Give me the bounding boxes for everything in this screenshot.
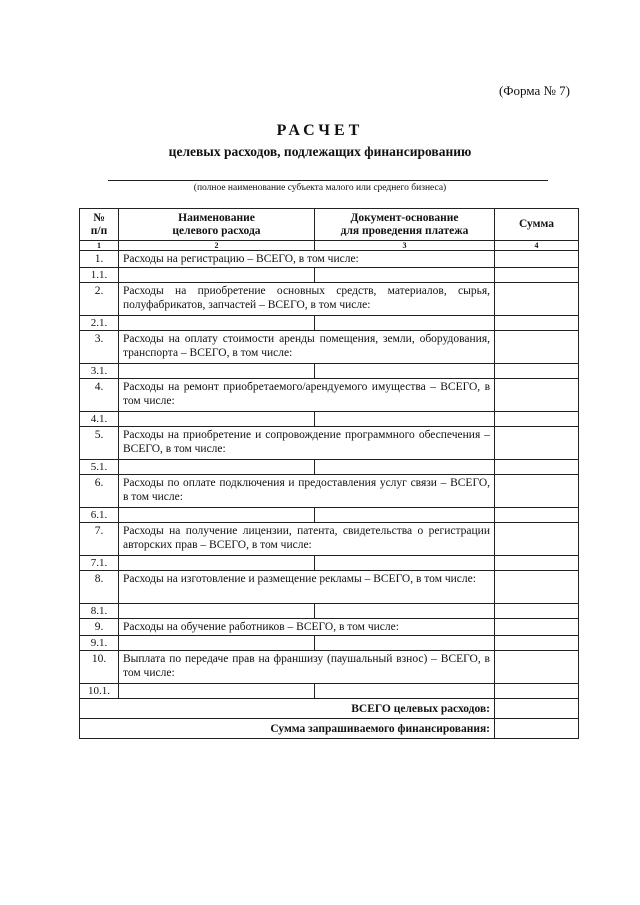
subrow-sum-cell[interactable] — [495, 604, 579, 619]
expense-description: Расходы на изготовление и размещение рекламы – ВСЕГО, в том числе: — [119, 571, 495, 604]
column-number: 3 — [315, 241, 495, 251]
table-body — [80, 251, 579, 699]
subrow-name-cell[interactable] — [119, 316, 315, 331]
expense-description: Расходы на оплату стоимости аренды помещения, земли, оборудования, транспорта – ВСЕГО, в том числе: — [119, 331, 495, 364]
row-number: 9. — [80, 619, 119, 636]
subrow-document-cell[interactable] — [315, 460, 495, 475]
column-number-row — [80, 241, 579, 251]
expense-subrow — [80, 604, 579, 619]
expense-subrow — [80, 508, 579, 523]
expense-subrow — [80, 268, 579, 283]
total-sum-cell[interactable] — [495, 699, 579, 719]
subrow-sum-cell[interactable] — [495, 684, 579, 699]
subrow-document-cell[interactable] — [315, 684, 495, 699]
expense-description: Расходы на регистрацию – ВСЕГО, в том числе: — [119, 251, 495, 268]
table-header-row — [80, 209, 579, 241]
entity-name-caption: (полное наименование субъекта малого или среднего бизнеса) — [193, 183, 447, 193]
expense-description: Расходы на приобретение основных средств, материалов, сырья, полуфабрикатов, запчастей – ВСЕГО, в том числе: — [119, 283, 495, 316]
requested-row — [80, 719, 579, 739]
expense-row — [80, 651, 579, 684]
subrow-name-cell[interactable] — [119, 460, 315, 475]
expense-row — [80, 475, 579, 508]
column-number: 2 — [119, 241, 315, 251]
expense-sum-cell[interactable] — [495, 571, 579, 604]
header-sum: Сумма — [495, 209, 579, 241]
expense-row — [80, 379, 579, 412]
expense-description: Расходы по оплате подключения и предоставления услуг связи – ВСЕГО, в том числе: — [119, 475, 495, 508]
subrow-sum-cell[interactable] — [495, 268, 579, 283]
expense-sum-cell[interactable] — [495, 283, 579, 316]
expense-row — [80, 571, 579, 604]
subrow-sum-cell[interactable] — [495, 412, 579, 427]
column-number: 1 — [80, 241, 119, 251]
page-subtitle: целевых расходов, подлежащих финансированию — [168, 144, 472, 159]
subrow-number: 2.1. — [80, 316, 119, 331]
subrow-sum-cell[interactable] — [495, 460, 579, 475]
expense-sum-cell[interactable] — [495, 475, 579, 508]
subrow-number: 7.1. — [80, 556, 119, 571]
expense-subrow — [80, 636, 579, 651]
expense-row — [80, 427, 579, 460]
subrow-sum-cell[interactable] — [495, 636, 579, 651]
expense-subrow — [80, 316, 579, 331]
expense-subrow — [80, 412, 579, 427]
subrow-name-cell[interactable] — [119, 636, 315, 651]
subrow-document-cell[interactable] — [315, 508, 495, 523]
subrow-number: 4.1. — [80, 412, 119, 427]
row-number: 5. — [80, 427, 119, 460]
expense-sum-cell[interactable] — [495, 331, 579, 364]
subrow-name-cell[interactable] — [119, 684, 315, 699]
expense-row — [80, 619, 579, 636]
row-number: 1. — [80, 251, 119, 268]
subrow-number: 9.1. — [80, 636, 119, 651]
expense-description: Расходы на приобретение и сопровождение программного обеспечения – ВСЕГО, в том числе: — [119, 427, 495, 460]
form-number: (Форма № 7) — [498, 83, 570, 98]
expense-row — [80, 331, 579, 364]
expense-row — [80, 283, 579, 316]
subrow-document-cell[interactable] — [315, 556, 495, 571]
requested-label: Сумма запрашиваемого финансирования: — [80, 719, 495, 739]
expense-subrow — [80, 364, 579, 379]
expense-row — [80, 251, 579, 268]
row-number: 4. — [80, 379, 119, 412]
subrow-document-cell[interactable] — [315, 316, 495, 331]
column-number: 4 — [495, 241, 579, 251]
subrow-document-cell[interactable] — [315, 604, 495, 619]
subrow-document-cell[interactable] — [315, 412, 495, 427]
expense-sum-cell[interactable] — [495, 619, 579, 636]
expense-subrow — [80, 684, 579, 699]
subrow-document-cell[interactable] — [315, 364, 495, 379]
subrow-name-cell[interactable] — [119, 268, 315, 283]
expense-sum-cell[interactable] — [495, 523, 579, 556]
row-number: 8. — [80, 571, 119, 604]
expense-subrow — [80, 556, 579, 571]
header-name: Наименование целевого расхода — [119, 209, 315, 241]
expense-description: Расходы на ремонт приобретаемого/арендуемого имущества – ВСЕГО, в том числе: — [119, 379, 495, 412]
page-title: РАСЧЕТ — [276, 122, 364, 139]
expense-sum-cell[interactable] — [495, 651, 579, 684]
expense-row — [80, 523, 579, 556]
subrow-number: 8.1. — [80, 604, 119, 619]
expense-sum-cell[interactable] — [495, 379, 579, 412]
expense-description: Расходы на обучение работников – ВСЕГО, в том числе: — [119, 619, 495, 636]
expense-description: Расходы на получение лицензии, патента, свидетельства о регистрации авторских прав – ВСЕГО, в том числе: — [119, 523, 495, 556]
entity-name-line — [108, 180, 548, 181]
requested-sum-cell[interactable] — [495, 719, 579, 739]
subrow-name-cell[interactable] — [119, 508, 315, 523]
row-number: 10. — [80, 651, 119, 684]
subrow-document-cell[interactable] — [315, 268, 495, 283]
expenses-table — [79, 208, 579, 739]
total-row — [80, 699, 579, 719]
subrow-number: 3.1. — [80, 364, 119, 379]
subrow-name-cell[interactable] — [119, 412, 315, 427]
header-no: № п/п — [80, 209, 119, 241]
row-number: 6. — [80, 475, 119, 508]
subrow-sum-cell[interactable] — [495, 508, 579, 523]
expense-sum-cell[interactable] — [495, 427, 579, 460]
subrow-name-cell[interactable] — [119, 556, 315, 571]
subrow-sum-cell[interactable] — [495, 316, 579, 331]
header-document: Документ-основание для проведения платежа — [315, 209, 495, 241]
subrow-number: 6.1. — [80, 508, 119, 523]
subrow-sum-cell[interactable] — [495, 364, 579, 379]
row-number: 7. — [80, 523, 119, 556]
expense-description: Выплата по передаче прав на франшизу (паушальный взнос) – ВСЕГО, в том числе: — [119, 651, 495, 684]
subrow-number: 1.1. — [80, 268, 119, 283]
expense-sum-cell[interactable] — [495, 251, 579, 268]
total-label: ВСЕГО целевых расходов: — [80, 699, 495, 719]
row-number: 3. — [80, 331, 119, 364]
expense-subrow — [80, 460, 579, 475]
subrow-name-cell[interactable] — [119, 364, 315, 379]
subrow-document-cell[interactable] — [315, 636, 495, 651]
subrow-sum-cell[interactable] — [495, 556, 579, 571]
subrow-number: 10.1. — [80, 684, 119, 699]
subrow-number: 5.1. — [80, 460, 119, 475]
subrow-name-cell[interactable] — [119, 604, 315, 619]
row-number: 2. — [80, 283, 119, 316]
